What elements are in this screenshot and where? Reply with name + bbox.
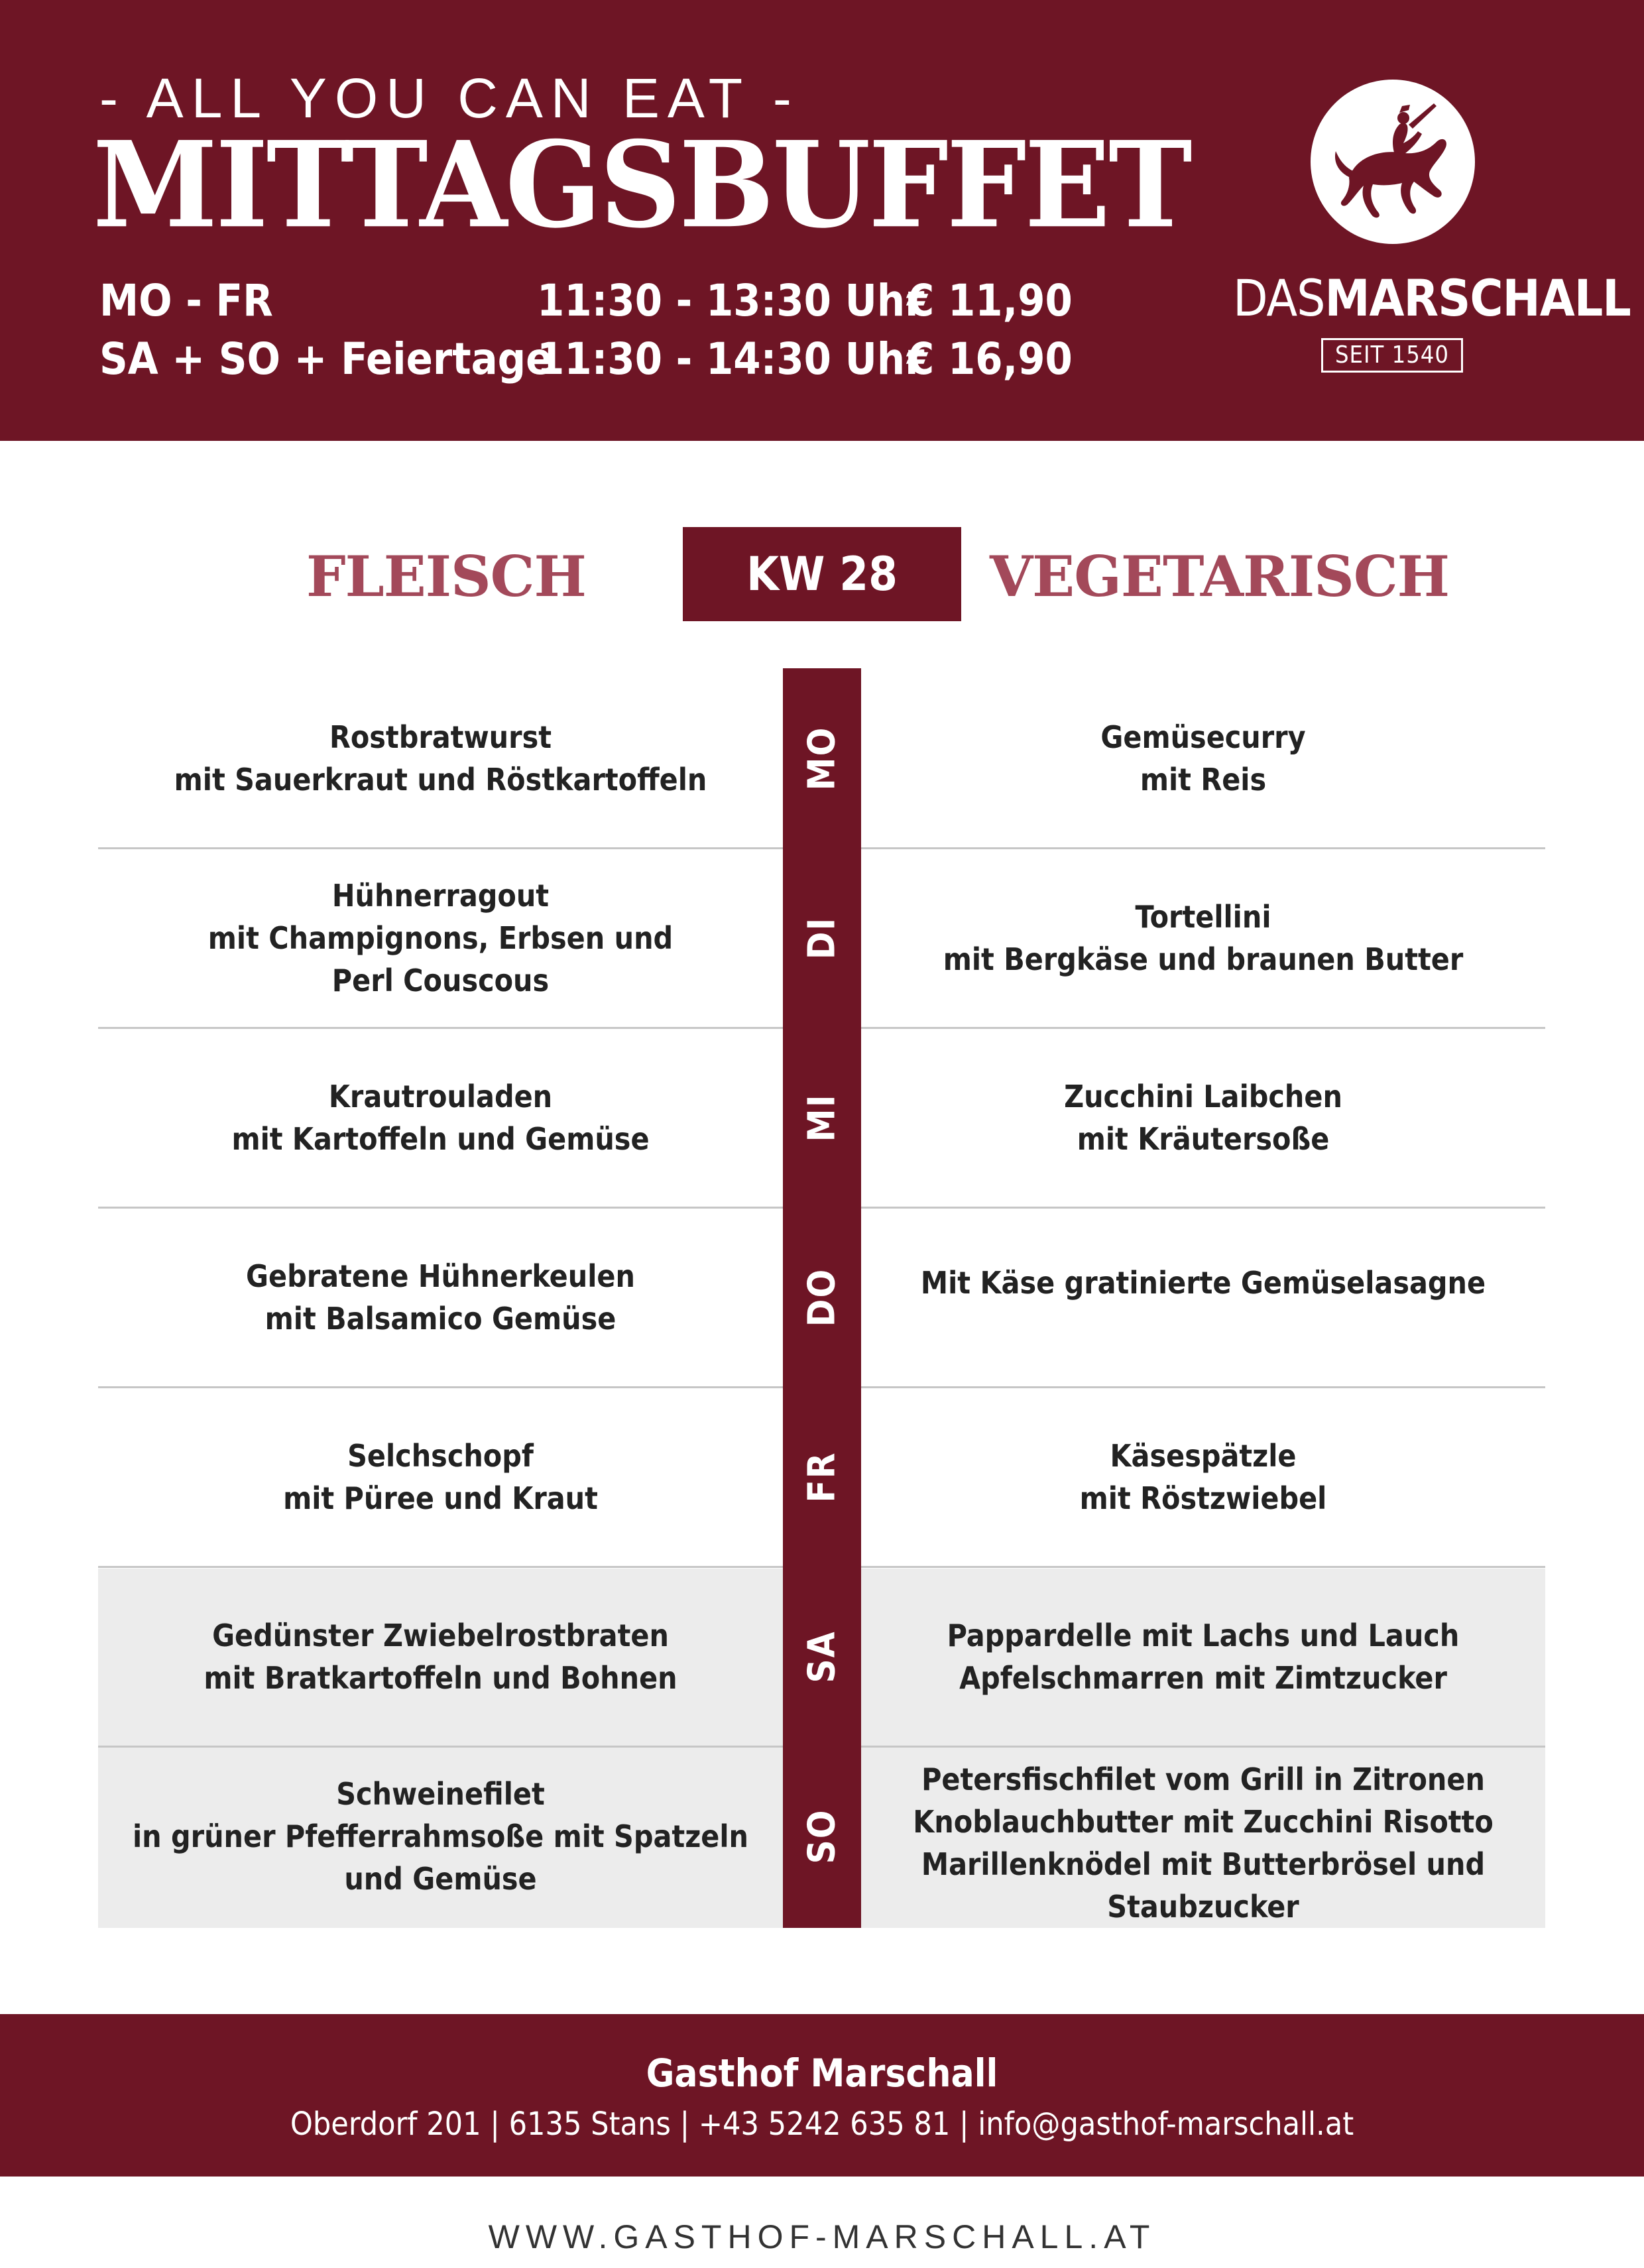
column-heading-meat: FLEISCH — [306, 544, 586, 609]
day-name: MI — [800, 1093, 844, 1142]
table-row-meat — [98, 1028, 783, 1207]
table-row-veg — [861, 1567, 1545, 1746]
opening-hours — [99, 275, 1094, 392]
table-row-meat — [98, 668, 783, 848]
hours-days: MO - FR — [99, 275, 273, 326]
dish-veg: Petersfischfilet vom Grill in Zitronen Knoblauchbutter mit Zucchini Risotto Marillenknödel mit Butterbrösel und Staubzucker — [913, 1761, 1494, 1925]
hours-price: € 11,90 — [907, 275, 1073, 326]
dish-meat: Gedünster Zwiebelrostbraten mit Bratkartoffeln und Bohnen — [204, 1617, 677, 1696]
day-label — [783, 668, 861, 848]
day-label — [783, 1028, 861, 1207]
table-row-meat — [98, 1746, 783, 1926]
dish-meat: Rostbratwurst mit Sauerkraut und Röstkartoffeln — [174, 719, 707, 798]
day-name: DO — [800, 1268, 844, 1327]
hours-time: 11:30 - 13:30 Uhr — [537, 275, 925, 326]
dish-veg: Käsespätzle mit Röstzwiebel — [1079, 1437, 1327, 1516]
hours-row-weekday — [99, 275, 1094, 333]
table-row-meat — [98, 1387, 783, 1567]
table-row-meat — [98, 1567, 783, 1746]
header-banner — [0, 0, 1644, 441]
table-row-veg — [861, 848, 1545, 1028]
day-label — [783, 1567, 861, 1746]
dish-veg: Gemüsecurry mit Reis — [1100, 719, 1306, 798]
day-name: MO — [800, 726, 844, 790]
footer-address: Oberdorf 201 | 6135 Stans | +43 5242 635 81 | info@gasthof-marschall.at — [290, 2106, 1354, 2143]
brand-name — [1233, 269, 1631, 328]
dish-meat: Hühnerragout mit Champignons, Erbsen und Perl Couscous — [207, 877, 674, 998]
table-row-meat — [98, 848, 783, 1028]
dish-veg: Pappardelle mit Lachs und Lauch Apfelschmarren mit Zimtzucker — [947, 1617, 1460, 1696]
hours-time: 11:30 - 14:30 Uhr — [537, 333, 925, 385]
hours-price: € 16,90 — [907, 333, 1073, 385]
table-row-veg — [861, 1746, 1545, 1928]
day-label — [783, 1207, 861, 1387]
table-row-veg — [861, 1028, 1545, 1207]
page-title: MITTAGSBUFFET — [93, 115, 1191, 255]
dish-veg: Tortellini mit Bergkäse und braunen Butter — [943, 898, 1464, 977]
column-heading-vegetarian: VEGETARISCH — [990, 544, 1450, 609]
table-row-meat — [98, 1207, 783, 1387]
brand-prefix: DAS — [1233, 269, 1325, 328]
footer-name: Gasthof Marschall — [646, 2051, 998, 2096]
day-name: DI — [800, 916, 844, 959]
day-label — [783, 1387, 861, 1567]
dish-meat: Gebratene Hühnerkeulen mit Balsamico Gemüse — [246, 1258, 635, 1337]
hours-days: SA + SO + Feiertage — [99, 333, 553, 385]
dish-veg: Mit Käse gratinierte Gemüselasagne — [920, 1265, 1486, 1301]
dish-meat: Schweinefilet in grüner Pfefferrahmsoße mit Spatzeln und Gemüse — [133, 1775, 748, 1897]
menu-table — [98, 668, 1545, 1928]
dish-veg: Zucchini Laibchen mit Kräutersoße — [1064, 1078, 1342, 1157]
table-row-veg — [861, 668, 1545, 848]
brand-main: MARSCHALL — [1324, 269, 1631, 328]
hours-row-weekend — [99, 333, 1094, 392]
dish-meat: Krautrouladen mit Kartoffeln und Gemüse — [231, 1078, 650, 1157]
day-name: SA — [800, 1630, 844, 1683]
day-label — [783, 1746, 861, 1926]
horse-rider-icon — [1309, 78, 1476, 245]
week-badge: KW 28 — [683, 527, 961, 621]
table-row-veg — [861, 1207, 1545, 1387]
day-label — [783, 848, 861, 1028]
footer-banner — [0, 2014, 1644, 2177]
since-badge: SEIT 1540 — [1321, 338, 1463, 373]
day-name: SO — [800, 1808, 844, 1864]
day-name: FR — [800, 1451, 844, 1503]
website-link[interactable]: WWW.GASTHOF-MARSCHALL.AT — [488, 2218, 1156, 2255]
subtitle: - ALL YOU CAN EAT - — [99, 67, 799, 129]
table-row-veg — [861, 1387, 1545, 1567]
dish-meat: Selchschopf mit Püree und Kraut — [283, 1437, 598, 1516]
